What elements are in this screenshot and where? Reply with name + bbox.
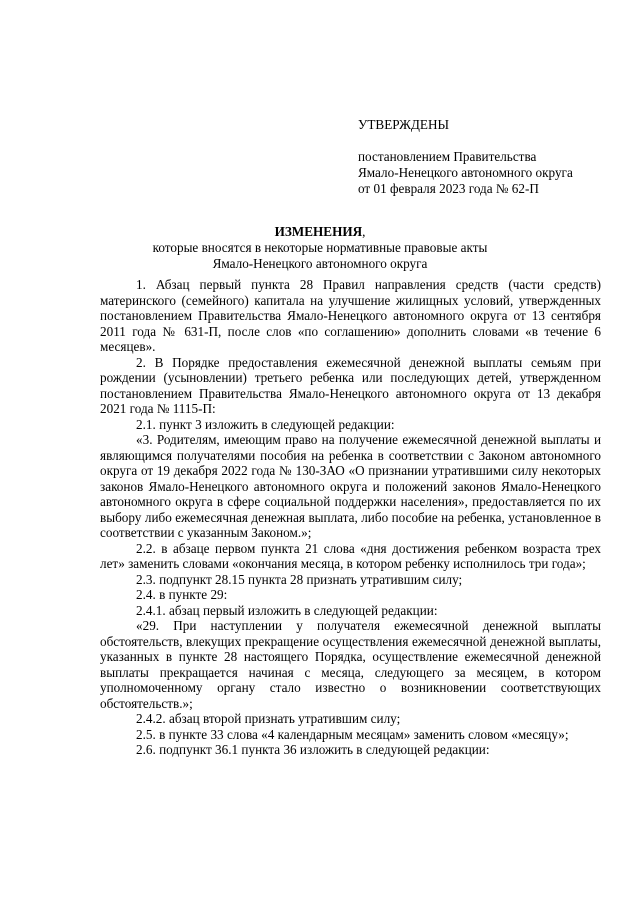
approval-line: от 01 февраля 2023 года № 62-П [358, 181, 539, 196]
approval-line: Ямало-Ненецкого автономного округа [358, 165, 573, 180]
paragraph: 2.2. в абзаце первом пункта 21 слова «дня достижения ребенком возраста трех лет» заменить словами «окончания месяца, в котором ребенку исполнилось три года»; [100, 540, 601, 571]
document-body [100, 277, 601, 758]
heading-title: ИЗМЕНЕНИЯ [274, 224, 363, 239]
paragraph: 2.4. в пункте 29: [136, 587, 228, 602]
paragraph: 2. В Порядке предоставления ежемесячной денежной выплаты семьям при рождении (усыновлении) третьего ребенка или последующих детей, утвержденном постановлением Правительства Ямало-Ненецкого автономного округа от 13 декабря 2021 года № 1115-П: [100, 354, 601, 416]
heading-title-line [100, 224, 540, 240]
approval-block [358, 117, 628, 197]
paragraph: 1. Абзац первый пункта 28 Правил направления средств (части средств) материнского (семейного) капитала на улучшение жилищных условий, утвержденных постановлением Правительства Ямало-Ненецкого автономного округа от 13 сентября 2011 года № 631-П, после слов «по соглашению» дополнить словами «в течение 6 месяцев». [100, 277, 601, 354]
heading-subtitle: Ямало-Ненецкого автономного округа [212, 256, 428, 271]
paragraph: «3. Родителям, имеющим право на получение ежемесячной денежной выплаты и являющимся получателями пособия на ребенка в соответствии с Законом автономного округа от 19 декабря 2022 года № 130-ЗАО «О признании утратившими силу некоторых законов Ямало-Ненецкого автономного округа и положений законов Ямало-Ненецкого автономного округа в сфере социальной поддержки населения», предоставляется по их выбору либо ежемесячная денежная выплата, либо пособие на ребенка, установленное в соответствии с указанным Законом.»; [100, 432, 601, 540]
paragraph: 2.6. подпункт 36.1 пункта 36 изложить в следующей редакции: [136, 742, 490, 757]
paragraph: 2.4.1. абзац первый изложить в следующей редакции: [136, 602, 438, 618]
paragraph: «29. При наступлении у получателя ежемесячной денежной выплаты обстоятельств, влекущих прекращение осуществления ежемесячной денежной выплаты, указанных в пункте 28 настоящего Порядка, осуществление ежемесячной денежной выплаты прекращается начиная с месяца, следующего за месяцем, в котором уполномоченному органу стало известно о возникновении соответствующих обстоятельств.»; [100, 618, 601, 711]
document-heading [100, 224, 540, 272]
paragraph: 2.3. подпункт 28.15 пункта 28 признать утратившим силу; [136, 571, 463, 587]
paragraph: 2.4.2. абзац второй признать утратившим силу; [136, 711, 401, 726]
heading-subtitle: которые вносятся в некоторые нормативные правовые акты [152, 240, 488, 255]
paragraph: 2.5. в пункте 33 слова «4 календарным месяцам» заменить словом «месяцу»; [136, 726, 569, 742]
approval-line: постановлением Правительства [358, 149, 537, 164]
paragraph: 2.1. пункт 3 изложить в следующей редакции: [136, 416, 395, 432]
approved-label: УТВЕРЖДЕНЫ [358, 117, 450, 132]
heading-title-suffix: , [362, 224, 366, 239]
